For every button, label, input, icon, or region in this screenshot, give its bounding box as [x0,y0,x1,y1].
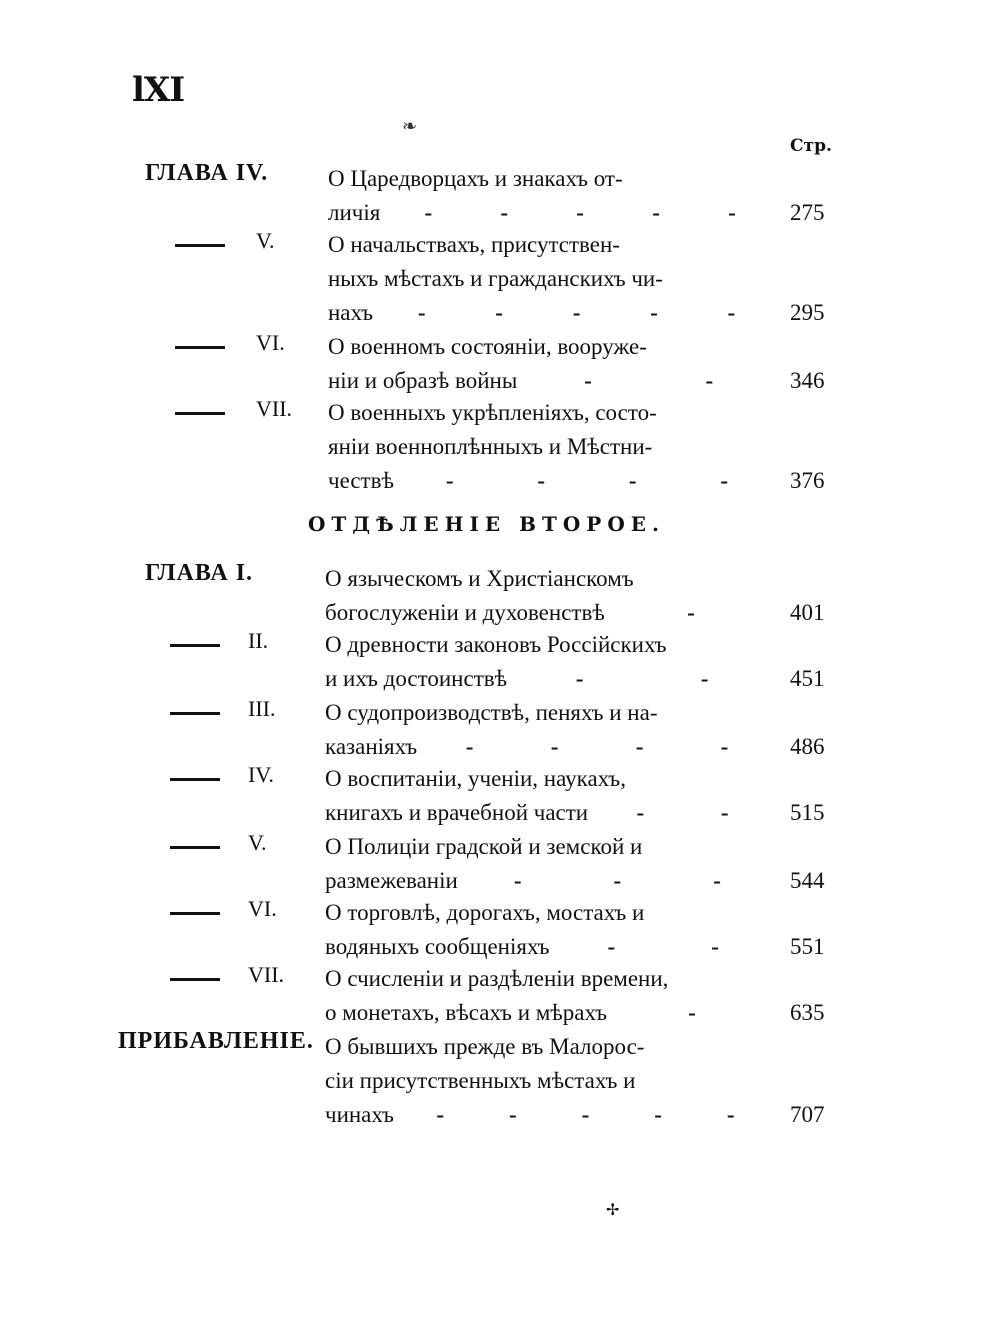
chapter-numeral: V. [248,830,267,855]
entry-title-line: О Царедворцахъ и знакахъ от- [328,166,623,191]
entry-title-line: богослуженіи и духовенствѣ - [325,596,777,630]
page-reference: 275 [790,200,825,225]
chapter-numeral: VII. [256,396,293,421]
dot-leader: - - - - [465,734,729,759]
ditto-dash [170,912,220,915]
page-reference: 544 [790,868,825,893]
entry-title-line: ніи и образѣ войны - - [328,364,780,398]
entry-title-line: чествѣ - - - - [328,464,780,498]
ditto-dash [170,846,220,849]
entry-title-line: ныхъ мѣстахъ и гражданскихъ чи- [328,266,663,291]
ditto-dash [175,412,225,415]
entry-title-line: водяныхъ сообщеніяхъ - - [325,930,777,964]
page-reference: 401 [790,600,825,625]
chapter-numeral: VII. [248,962,285,987]
page-reference: 635 [790,1000,825,1025]
dot-leader: - [688,1000,696,1025]
entry-title-line: о монетахъ, вѣсахъ и мѣрахъ - [325,996,777,1030]
page-number: lXI [132,70,185,110]
dot-leader: - - - - - [417,300,736,325]
entry-title-line: О торговлѣ, дорогахъ, мостахъ и [325,900,645,925]
ditto-dash [170,778,220,781]
entry-title-line: О бывшихъ прежде въ Малорос- [325,1034,645,1059]
entry-title-line: О воспитаніи, ученіи, наукахъ, [325,766,626,791]
entry-title-line: О языческомъ и Христіанскомъ [325,566,634,591]
chapter-label: ГЛАВА IV. [145,160,269,186]
entry-title-line: сіи присутственныхъ мѣстахъ и [325,1068,636,1093]
ditto-dash [170,978,220,981]
dot-leader: - - [575,666,709,691]
dot-leader: - - [636,800,729,825]
ornament-bottom-icon: ✢ [606,1200,620,1219]
chapter-numeral: VI. [248,896,277,921]
page-reference: 376 [790,468,825,493]
dot-leader: - - - - [445,468,729,493]
ditto-dash [175,244,225,247]
entry-title-line: О судопроизводствѣ, пеняхъ и на- [325,700,658,725]
dot-leader: - [687,600,695,625]
entry-title-line: казаніяхъ - - - - [325,730,777,764]
entry-title-line: книгахъ и врачебной части - - [325,796,777,830]
entry-title-line: О Полиціи градской и земской и [325,834,643,859]
entry-title-line: и ихъ достоинствѣ - - [325,662,777,696]
entry-title-line: нахъ - - - - - [328,296,780,330]
entry-title-line: личія - - - - - [328,196,780,230]
page-reference: 295 [790,300,825,325]
ornament-top-icon: ❧ [402,116,418,137]
dot-leader: - - - - - [436,1102,735,1127]
chapter-label: ГЛАВА I. [145,560,254,586]
chapter-numeral: V. [256,228,275,253]
dot-leader: - - - [513,868,721,893]
entry-title-line: О древности законовъ Россійскихъ [325,632,667,657]
dot-leader: - - - - - [424,200,736,225]
page-reference: 707 [790,1102,825,1127]
chapter-numeral: IV. [248,762,274,787]
entry-title-line: яніи военноплѣнныхъ и Мѣстни- [328,434,653,459]
ditto-dash [170,644,220,647]
chapter-numeral: VI. [256,330,285,355]
page-reference: 346 [790,368,825,393]
ditto-dash [170,712,220,715]
chapter-numeral: II. [248,628,269,653]
entry-title-line: размежеваніи - - - [325,864,777,898]
ditto-dash [175,346,225,349]
page-reference: 515 [790,800,825,825]
chapter-numeral: III. [248,696,276,721]
entry-title-line: О счисленіи и раздѣленіи времени, [325,966,669,991]
entry-title-line: О начальствахъ, присутствен- [328,232,620,257]
entry-title-line: О военномъ состояніи, вооруже- [328,334,647,359]
dot-leader: - - [584,368,714,393]
section-title: ОТДѢЛЕНІЕ ВТОРОЕ. [308,512,665,536]
dot-leader: - - [607,934,719,959]
column-header-page: Стр. [790,136,832,156]
page-reference: 451 [790,666,825,691]
chapter-label: ПРИБАВЛЕНІЕ. [118,1028,314,1054]
entry-title-line: О военныхъ укрѣпленіяхъ, состо- [328,400,657,425]
entry-title-line: чинахъ - - - - - [325,1098,777,1132]
page-reference: 486 [790,734,825,759]
page-reference: 551 [790,934,825,959]
